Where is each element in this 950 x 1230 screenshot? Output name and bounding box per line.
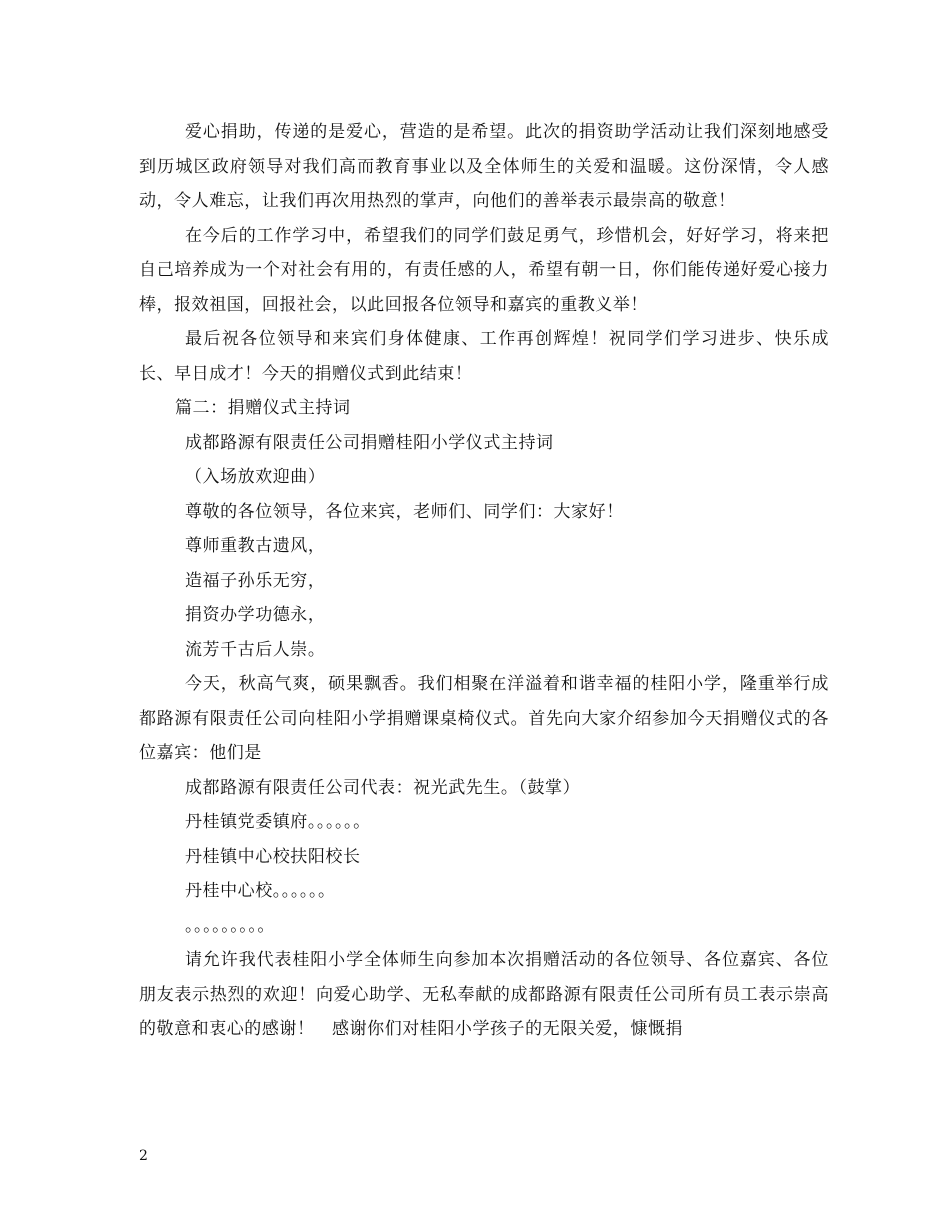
paragraph-intro: 今天，秋高气爽，硕果飘香。我们相聚在洋溢着和谐幸福的桂阳小学，隆重举行成都路源有限责任公司向桂阳小学捐赠课桌椅仪式。首先向大家介绍参加今天捐赠仪式的各位嘉宾：他们是 — [139, 674, 829, 763]
poem-line: 捐资办学功德永， — [185, 605, 326, 625]
script-title: 成都路源有限责任公司捐赠桂阳小学仪式主持词 — [185, 432, 554, 453]
guest-line: 成都路源有限责任公司代表：祝光武先生。（鼓掌） — [185, 777, 581, 798]
poem-line: 造福子孙乐无穷， — [185, 570, 326, 591]
guest-line: 。。。。。。。。。 — [185, 915, 275, 936]
guest-line: 丹桂镇党委镇府。。。。。。 — [185, 812, 371, 832]
paragraph-closing: 最后祝各位领导和来宾们身体健康、工作再创辉煌！祝同学们学习进步、快乐成长、早日成才！今天的捐赠仪式到此结束！ — [139, 329, 829, 384]
page-number: 2 — [139, 1148, 148, 1164]
section-heading: 篇二：捐赠仪式主持词 — [175, 398, 351, 418]
poem-line: 流芳千古后人崇。 — [185, 639, 326, 660]
poem-line: 尊师重教古遗风， — [185, 536, 326, 556]
guest-line: 丹桂镇中心校扶阳校长 — [185, 846, 361, 867]
greeting-line: 尊敬的各位领导，各位来宾，老师们、同学们：大家好！ — [185, 501, 624, 522]
paragraph-hope: 在今后的工作学习中，希望我们的同学们鼓足勇气，珍惜机会，好好学习，将来把自己培养成为一个对社会有用的，有责任感的人，希望有朝一日，你们能传递好爱心接力棒，报效祖国，回报社会，以此回报各位领导和嘉宾的重教义举！ — [139, 225, 829, 315]
paragraph-thanks: 请允许我代表桂阳小学全体师生向参加本次捐赠活动的各位领导、各位嘉宾、各位朋友表示热烈的欢迎！向爱心助学、无私奉献的成都路源有限责任公司所有员工表示崇高的敬意和衷心的感谢！ 感谢你们对桂阳小学孩子的无限关爱，慷慨捐 — [139, 950, 829, 1039]
guest-line: 丹桂中心校。。。。。。 — [185, 881, 336, 901]
document-body — [139, 115, 829, 1047]
stage-direction: （入场放欢迎曲） — [185, 467, 326, 487]
paragraph-gratitude: 爱心捐助，传递的是爱心，营造的是希望。此次的捐资助学活动让我们深刻地感受到历城区政府领导对我们高而教育事业以及全体师生的关爱和温暖。这份深情，令人感动，令人难忘，让我们再次用热烈的掌声，向他们的善举表示最崇高的敬意！ — [139, 122, 829, 211]
